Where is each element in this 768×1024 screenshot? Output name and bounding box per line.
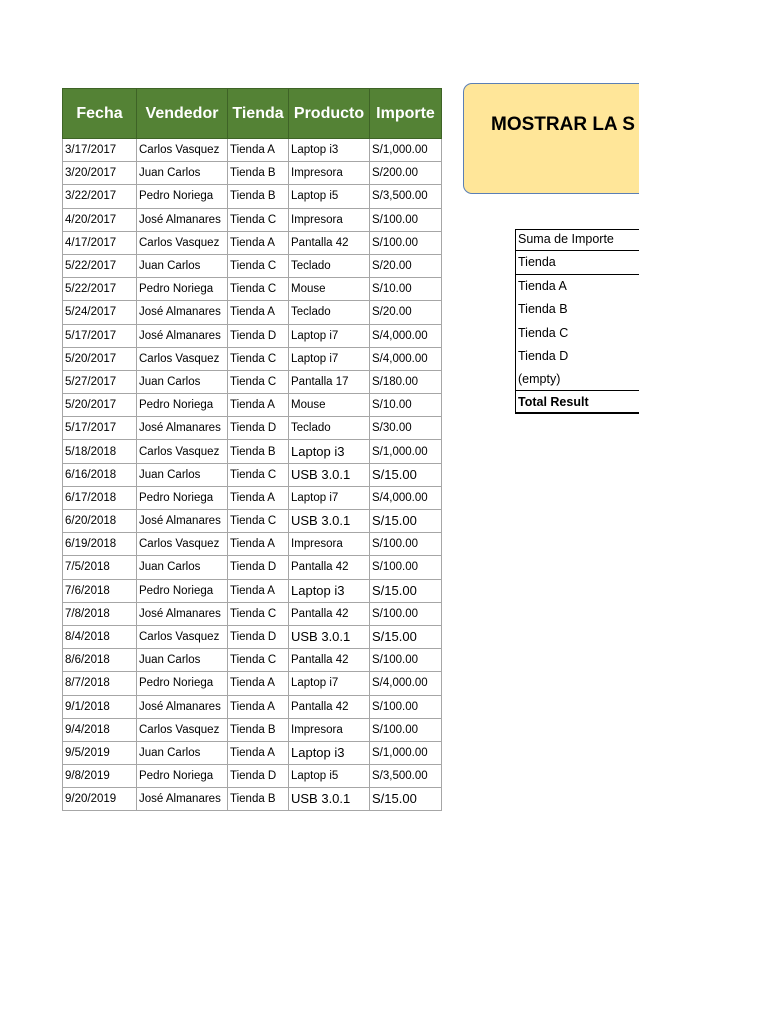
cell-fecha[interactable]: 6/19/2018 <box>63 533 137 556</box>
cell-fecha[interactable]: 6/20/2018 <box>63 510 137 533</box>
cell-importe[interactable]: S/100.00 <box>370 208 442 231</box>
cell-vendedor[interactable]: Juan Carlos <box>137 463 228 486</box>
banner-shape[interactable] <box>463 83 639 194</box>
cell-importe[interactable]: S/4,000.00 <box>370 324 442 347</box>
cell-fecha[interactable]: 6/16/2018 <box>63 463 137 486</box>
cell-tienda[interactable]: Tienda C <box>228 208 289 231</box>
cell-fecha[interactable]: 7/5/2018 <box>63 556 137 579</box>
cell-producto[interactable]: Laptop i3 <box>289 440 370 463</box>
cell-fecha[interactable]: 3/20/2017 <box>63 162 137 185</box>
cell-fecha[interactable]: 5/22/2017 <box>63 278 137 301</box>
cell-producto[interactable]: Pantalla 17 <box>289 370 370 393</box>
cell-vendedor[interactable]: Pedro Noriega <box>137 486 228 509</box>
cell-vendedor[interactable]: José Almanares <box>137 208 228 231</box>
cell-fecha[interactable]: 6/17/2018 <box>63 486 137 509</box>
cell-vendedor[interactable]: Carlos Vasquez <box>137 625 228 648</box>
cell-tienda[interactable]: Tienda C <box>228 370 289 393</box>
cell-importe[interactable]: S/100.00 <box>370 695 442 718</box>
cell-producto[interactable]: Laptop i5 <box>289 765 370 788</box>
cell-tienda[interactable]: Tienda C <box>228 347 289 370</box>
table-row <box>63 301 442 324</box>
header-row <box>63 89 442 139</box>
cell-producto[interactable]: Pantalla 42 <box>289 602 370 625</box>
cell-fecha[interactable]: 5/20/2017 <box>63 347 137 370</box>
cell-fecha[interactable]: 7/6/2018 <box>63 579 137 602</box>
table-row <box>63 695 442 718</box>
cell-producto[interactable]: Impresora <box>289 208 370 231</box>
cell-importe[interactable]: S/4,000.00 <box>370 347 442 370</box>
cell-fecha[interactable]: 5/22/2017 <box>63 254 137 277</box>
banner-clip <box>462 82 639 198</box>
table-row <box>63 278 442 301</box>
cell-producto[interactable]: Impresora <box>289 162 370 185</box>
cell-importe[interactable]: S/100.00 <box>370 231 442 254</box>
cell-vendedor[interactable]: Carlos Vasquez <box>137 718 228 741</box>
cell-importe[interactable]: S/1,000.00 <box>370 440 442 463</box>
table-row <box>63 139 442 162</box>
cell-fecha[interactable]: 8/6/2018 <box>63 649 137 672</box>
cell-fecha[interactable]: 3/22/2017 <box>63 185 137 208</box>
cell-tienda[interactable]: Tienda B <box>228 162 289 185</box>
cell-fecha[interactable]: 9/4/2018 <box>63 718 137 741</box>
table-body <box>63 139 442 811</box>
pivot-header[interactable]: Suma de Importe <box>518 232 614 246</box>
cell-importe[interactable]: S/15.00 <box>370 463 442 486</box>
cell-vendedor[interactable]: Juan Carlos <box>137 649 228 672</box>
cell-importe[interactable]: S/10.00 <box>370 394 442 417</box>
cell-fecha[interactable]: 9/20/2019 <box>63 788 137 811</box>
header-importe[interactable]: Importe <box>370 89 442 139</box>
cell-importe[interactable]: S/3,500.00 <box>370 185 442 208</box>
cell-importe[interactable]: S/1,000.00 <box>370 741 442 764</box>
table-row <box>63 231 442 254</box>
cell-vendedor[interactable]: Pedro Noriega <box>137 765 228 788</box>
cell-importe[interactable]: S/100.00 <box>370 718 442 741</box>
table-row <box>63 417 442 440</box>
cell-vendedor[interactable]: Pedro Noriega <box>137 185 228 208</box>
cell-producto[interactable]: Teclado <box>289 301 370 324</box>
cell-vendedor[interactable]: Juan Carlos <box>137 741 228 764</box>
cell-tienda[interactable]: Tienda A <box>228 672 289 695</box>
cell-tienda[interactable]: Tienda D <box>228 324 289 347</box>
cell-producto[interactable]: Laptop i7 <box>289 347 370 370</box>
cell-producto[interactable]: Pantalla 42 <box>289 556 370 579</box>
cell-producto[interactable]: USB 3.0.1 <box>289 788 370 811</box>
cell-importe[interactable]: S/4,000.00 <box>370 486 442 509</box>
cell-tienda[interactable]: Tienda B <box>228 718 289 741</box>
cell-fecha[interactable]: 8/4/2018 <box>63 625 137 648</box>
cell-producto[interactable]: Teclado <box>289 254 370 277</box>
cell-tienda[interactable]: Tienda C <box>228 649 289 672</box>
pivot-item-empty[interactable]: (empty) <box>518 372 561 386</box>
cell-importe[interactable]: S/1,000.00 <box>370 139 442 162</box>
cell-vendedor[interactable]: Pedro Noriega <box>137 394 228 417</box>
cell-fecha[interactable]: 5/18/2018 <box>63 440 137 463</box>
cell-fecha[interactable]: 5/17/2017 <box>63 417 137 440</box>
cell-tienda[interactable]: Tienda A <box>228 301 289 324</box>
cell-fecha[interactable]: 4/17/2017 <box>63 231 137 254</box>
cell-importe[interactable]: S/3,500.00 <box>370 765 442 788</box>
cell-producto[interactable]: Laptop i7 <box>289 486 370 509</box>
pivot-item-tienda-b[interactable]: Tienda B <box>518 302 568 316</box>
cell-tienda[interactable]: Tienda C <box>228 278 289 301</box>
pivot-table <box>515 229 639 414</box>
table-row <box>63 579 442 602</box>
cell-vendedor[interactable]: José Almanares <box>137 301 228 324</box>
cell-vendedor[interactable]: José Almanares <box>137 324 228 347</box>
cell-vendedor[interactable]: Pedro Noriega <box>137 278 228 301</box>
cell-tienda[interactable]: Tienda B <box>228 788 289 811</box>
cell-producto[interactable]: Laptop i5 <box>289 185 370 208</box>
cell-vendedor[interactable]: Juan Carlos <box>137 556 228 579</box>
pivot-field[interactable]: Tienda <box>518 255 556 269</box>
cell-tienda[interactable]: Tienda A <box>228 231 289 254</box>
cell-tienda[interactable]: Tienda A <box>228 695 289 718</box>
table-row <box>63 510 442 533</box>
cell-tienda[interactable]: Tienda C <box>228 463 289 486</box>
cell-vendedor[interactable]: José Almanares <box>137 602 228 625</box>
cell-vendedor[interactable]: Juan Carlos <box>137 162 228 185</box>
table-row <box>63 208 442 231</box>
pivot-total[interactable]: Total Result <box>518 395 589 409</box>
cell-importe[interactable]: S/15.00 <box>370 579 442 602</box>
table-row <box>63 440 442 463</box>
cell-fecha[interactable]: 5/24/2017 <box>63 301 137 324</box>
pivot-divider <box>516 274 639 275</box>
cell-fecha[interactable]: 8/7/2018 <box>63 672 137 695</box>
cell-tienda[interactable]: Tienda D <box>228 417 289 440</box>
table-row <box>63 625 442 648</box>
cell-tienda[interactable]: Tienda D <box>228 556 289 579</box>
header-fecha[interactable]: Fecha <box>63 89 137 139</box>
table-row <box>63 324 442 347</box>
table-row <box>63 254 442 277</box>
cell-vendedor[interactable]: José Almanares <box>137 510 228 533</box>
cell-producto[interactable]: USB 3.0.1 <box>289 463 370 486</box>
table-row <box>63 370 442 393</box>
cell-vendedor[interactable]: Carlos Vasquez <box>137 139 228 162</box>
cell-fecha[interactable]: 4/20/2017 <box>63 208 137 231</box>
cell-producto[interactable]: Laptop i7 <box>289 324 370 347</box>
table-row <box>63 463 442 486</box>
cell-importe[interactable]: S/100.00 <box>370 556 442 579</box>
table-row <box>63 602 442 625</box>
cell-importe[interactable]: S/100.00 <box>370 649 442 672</box>
header-producto[interactable]: Producto <box>289 89 370 139</box>
table-row <box>63 533 442 556</box>
cell-importe[interactable]: S/100.00 <box>370 602 442 625</box>
cell-tienda[interactable]: Tienda A <box>228 579 289 602</box>
cell-fecha[interactable]: 5/17/2017 <box>63 324 137 347</box>
table-row <box>63 162 442 185</box>
cell-tienda[interactable]: Tienda A <box>228 486 289 509</box>
cell-importe[interactable]: S/20.00 <box>370 254 442 277</box>
cell-tienda[interactable]: Tienda A <box>228 394 289 417</box>
cell-producto[interactable]: Laptop i3 <box>289 741 370 764</box>
cell-importe[interactable]: S/15.00 <box>370 788 442 811</box>
table-row <box>63 185 442 208</box>
header-vendedor[interactable]: Vendedor <box>137 89 228 139</box>
pivot-item-tienda-c[interactable]: Tienda C <box>518 326 569 340</box>
table-row <box>63 649 442 672</box>
cell-producto[interactable]: Laptop i7 <box>289 672 370 695</box>
sales-table <box>62 88 442 811</box>
cell-tienda[interactable]: Tienda C <box>228 510 289 533</box>
cell-tienda[interactable]: Tienda A <box>228 533 289 556</box>
table-row <box>63 718 442 741</box>
pivot-item-tienda-d[interactable]: Tienda D <box>518 349 569 363</box>
cell-tienda[interactable]: Tienda B <box>228 440 289 463</box>
cell-fecha[interactable]: 9/8/2019 <box>63 765 137 788</box>
table-row <box>63 394 442 417</box>
cell-tienda[interactable]: Tienda A <box>228 741 289 764</box>
cell-producto[interactable]: Laptop i3 <box>289 579 370 602</box>
cell-vendedor[interactable]: Carlos Vasquez <box>137 347 228 370</box>
cell-vendedor[interactable]: José Almanares <box>137 788 228 811</box>
table-row <box>63 741 442 764</box>
cell-tienda[interactable]: Tienda A <box>228 139 289 162</box>
cell-producto[interactable]: Mouse <box>289 394 370 417</box>
cell-vendedor[interactable]: Carlos Vasquez <box>137 231 228 254</box>
cell-importe[interactable]: S/200.00 <box>370 162 442 185</box>
cell-fecha[interactable]: 7/8/2018 <box>63 602 137 625</box>
pivot-item-tienda-a[interactable]: Tienda A <box>518 279 567 293</box>
cell-vendedor[interactable]: Juan Carlos <box>137 370 228 393</box>
cell-vendedor[interactable]: José Almanares <box>137 695 228 718</box>
cell-vendedor[interactable]: Pedro Noriega <box>137 672 228 695</box>
cell-fecha[interactable]: 9/1/2018 <box>63 695 137 718</box>
cell-importe[interactable]: S/15.00 <box>370 625 442 648</box>
table-row <box>63 347 442 370</box>
cell-producto[interactable]: USB 3.0.1 <box>289 510 370 533</box>
cell-producto[interactable]: Laptop i3 <box>289 139 370 162</box>
cell-tienda[interactable]: Tienda B <box>228 185 289 208</box>
pivot-divider <box>516 250 639 251</box>
cell-producto[interactable]: Pantalla 42 <box>289 649 370 672</box>
cell-importe[interactable]: S/20.00 <box>370 301 442 324</box>
banner-text: MOSTRAR LA S <box>491 114 635 135</box>
cell-vendedor[interactable]: Pedro Noriega <box>137 579 228 602</box>
cell-tienda[interactable]: Tienda C <box>228 254 289 277</box>
cell-vendedor[interactable]: Carlos Vasquez <box>137 533 228 556</box>
cell-importe[interactable]: S/180.00 <box>370 370 442 393</box>
cell-importe[interactable]: S/100.00 <box>370 533 442 556</box>
cell-importe[interactable]: S/4,000.00 <box>370 672 442 695</box>
cell-vendedor[interactable]: Carlos Vasquez <box>137 440 228 463</box>
cell-importe[interactable]: S/15.00 <box>370 510 442 533</box>
cell-producto[interactable]: Teclado <box>289 417 370 440</box>
table-row <box>63 788 442 811</box>
table-row <box>63 765 442 788</box>
cell-importe[interactable]: S/10.00 <box>370 278 442 301</box>
cell-producto[interactable]: Impresora <box>289 533 370 556</box>
cell-producto[interactable]: USB 3.0.1 <box>289 625 370 648</box>
pivot-divider <box>516 390 639 391</box>
cell-tienda[interactable]: Tienda C <box>228 602 289 625</box>
cell-vendedor[interactable]: José Almanares <box>137 417 228 440</box>
table-row <box>63 486 442 509</box>
cell-tienda[interactable]: Tienda D <box>228 625 289 648</box>
table-row <box>63 556 442 579</box>
cell-producto[interactable]: Pantalla 42 <box>289 695 370 718</box>
cell-tienda[interactable]: Tienda D <box>228 765 289 788</box>
cell-fecha[interactable]: 3/17/2017 <box>63 139 137 162</box>
cell-fecha[interactable]: 5/20/2017 <box>63 394 137 417</box>
cell-producto[interactable]: Pantalla 42 <box>289 231 370 254</box>
cell-importe[interactable]: S/30.00 <box>370 417 442 440</box>
cell-fecha[interactable]: 9/5/2019 <box>63 741 137 764</box>
header-tienda[interactable]: Tienda <box>228 89 289 139</box>
table-row <box>63 672 442 695</box>
cell-producto[interactable]: Impresora <box>289 718 370 741</box>
cell-producto[interactable]: Mouse <box>289 278 370 301</box>
cell-fecha[interactable]: 5/27/2017 <box>63 370 137 393</box>
cell-vendedor[interactable]: Juan Carlos <box>137 254 228 277</box>
